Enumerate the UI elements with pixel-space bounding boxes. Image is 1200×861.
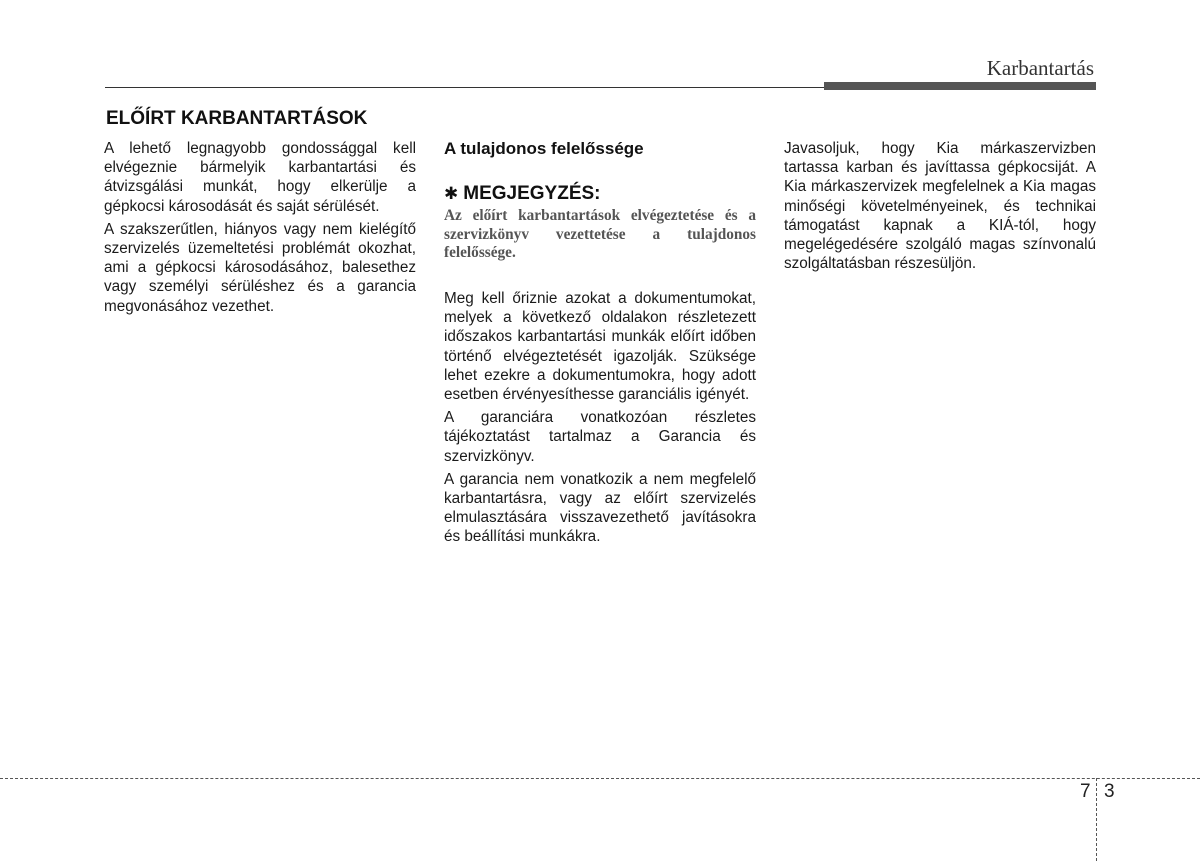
column-2 bbox=[444, 139, 756, 551]
note-heading bbox=[444, 184, 756, 203]
owner-responsibility-heading: A tulajdonos felelőssége bbox=[444, 139, 644, 158]
paragraph: Javasoljuk, hogy Kia márkaszervizben tartassa karban és javíttassa gépkocsiját. A Kia márkaszervizek megfelelnek a Kia magas minőségi követelményeinek, és technikai támogatást kapnak a KIÁ-tól, hogy megelégedésére szolgáló magas színvonalú szolgáltatásban részesüljön. bbox=[784, 140, 1096, 273]
paragraph: A garancia nem vonatkozik a nem megfelelő karbantartásra, vagy az előírt szervizelés elmulasztására visszavezethető javításokra és beállítási munkákra. bbox=[444, 470, 756, 546]
paragraph: A lehető legnagyobb gondossággal kell elvégeznie bármelyik karbantartási és átvizsgálási munkát, hogy elkerülje a gépkocsi károsodását és saját sérülését. bbox=[104, 140, 416, 215]
column-3 bbox=[784, 139, 1096, 277]
footer-vertical-divider bbox=[1096, 778, 1097, 861]
page-number: 3 bbox=[1104, 781, 1115, 802]
note-text: Az előírt karbantartások elvégeztetése és a szervizkönyv vezettetése a tulajdonos felelőssége. bbox=[444, 207, 756, 262]
header-bar bbox=[824, 82, 1096, 90]
note-title: MEGJEGYZÉS: bbox=[463, 183, 601, 205]
column-1 bbox=[104, 139, 416, 320]
star-icon: ✱ bbox=[444, 184, 459, 204]
running-header-title: Karbantartás bbox=[986, 56, 1094, 80]
footer-divider bbox=[0, 778, 1200, 779]
paragraph: A szakszerűtlen, hiányos vagy nem kielégítő szervizelés üzemeltetési problémát okozhat, ami a gépkocsi károsodásához, balesethez vagy személyi sérüléshez és a garancia megvonásához vezethet. bbox=[104, 220, 416, 315]
chapter-number: 7 bbox=[1080, 781, 1091, 802]
paragraph: A garanciára vonatkozóan részletes tájékoztatást tartalmaz a Garancia és szervizkönyv. bbox=[444, 409, 756, 465]
header-rule bbox=[105, 87, 825, 88]
paragraph: Meg kell őriznie azokat a dokumentumokat, melyek a következő oldalakon részletezett időszakos karbantartási munkák előírt időben történő elvégeztetését igazolják. Szüksége lehet ezekre a dokumentumokra, hogy adott esetben érvényesíthesse garanciális igényét. bbox=[444, 289, 756, 403]
section-title: ELŐÍRT KARBANTARTÁSOK bbox=[106, 108, 368, 129]
